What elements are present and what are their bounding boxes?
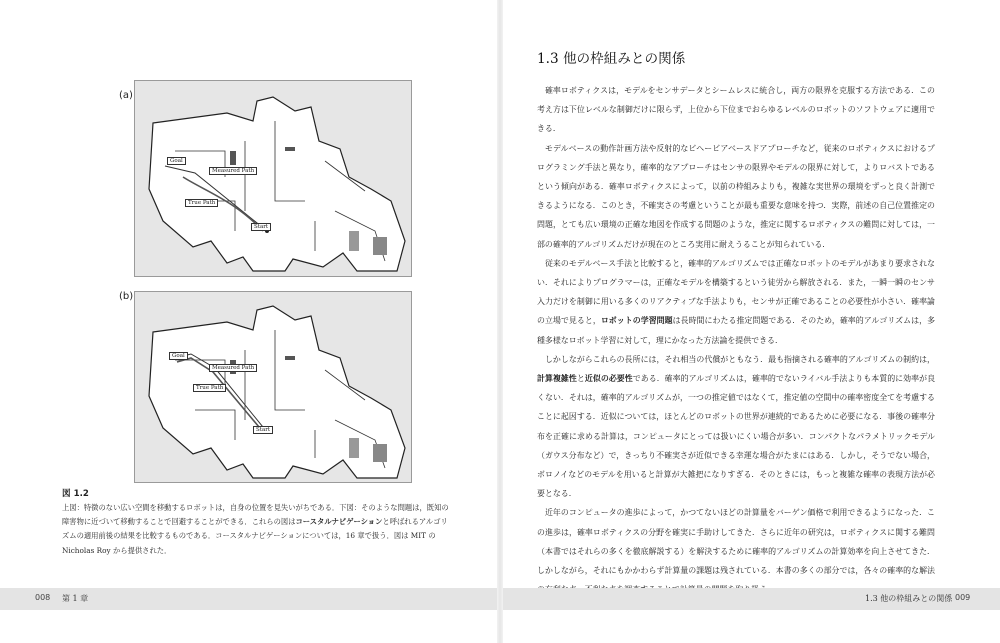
text-span: は長時間にわたる推定問題である．そのため，確率的アルゴリズムは，多種多様なロボット学習に対して，理にかなった方法論を提供できる． xyxy=(537,316,936,345)
right-footer xyxy=(503,588,1000,610)
keyword-approximation: 近似の必要性 xyxy=(584,374,633,384)
true-path-label: True Path xyxy=(185,199,218,207)
section-title: 1.3 他の枠組みとの関係 xyxy=(537,51,686,67)
keyword-robot-learning: ロボットの学習問題 xyxy=(600,316,673,326)
start-label: Start xyxy=(251,223,271,231)
paragraph: 近年のコンピュータの進歩によって，かつてないほどの計算量をバーゲン価格で利用できるようになった．この進歩は，確率ロボティクスの分野を確実に手助けしてきた．さらに近年の研究は，ロボティクスに関する難問（本書ではそれらの多くを徹底解説する）を解決するために確率的アルゴリズムの計算効率を向上させてきた．しかしながら，それにもかかわらず計算量の課題は残されている．本書の多くの部分では，各々の確率的な解法 xyxy=(537,508,935,576)
keyword-complexity: 計算複雑性 xyxy=(537,374,577,384)
occupancy-map-a xyxy=(135,81,411,276)
page-number: 009 xyxy=(955,593,971,602)
paragraph: モデルベースの動作計画方法や反射的なビヘービアベースドアプローチなど，従来のロボティクスにおけるプログラミング手法と異なり，確率的なアプローチはセンサの限界やモデルの限界に対して，よりロバストであるという傾向がある．確率ロボティクスによって，以前の枠組みよりも，複雑な実世界の環境をずっと良く計測できるようになる．このとき，不確実さの考慮ということが最も重要な意味を持つ．実際，前述の自己位置推定の問題，とても広い環境の正確な地図を作成する問題のような，推定に関するロボティクスの難問に対しては，一部の確率的アルゴリズムだけが現在のところ実用に耐えうることが知られている． xyxy=(537,143,935,249)
text-span: しかしながらこれらの長所には，それ相当の代償がともなう．最も指摘される確率的アルゴリズムの制約は， xyxy=(544,354,935,364)
page-number: 008 xyxy=(35,593,51,602)
figure-caption-title: 図 1.2 xyxy=(62,489,89,499)
occupancy-map-b xyxy=(135,292,411,482)
text-span: である．確率的アルゴリズムは，確率的でないライバル手法よりも本質的に効率が良くない．それは，確率的アルゴリズムが，一つの推定値ではなくて，推定値の空間中の確率密度全てを考慮することに起因する．近似については，ほとんどのロボットの世界が連続的であるために必要になる．事後の確率分布を正確に求める計算は，コンピュータにとっては扱いにくい場合が多い．コンパクトなパラメトリックモデル（ガウス分布など）で，きっちり不確実さが近似できる幸運な場合がたまにはある．しかし，そうでない場合，ボロノイなどのモデルを用いると計算が大雑把になりすぎる．そのときには，もっと複雑な確率の表現方法が必要となる． xyxy=(537,374,936,499)
goal-label: Goal xyxy=(169,352,188,360)
left-footer xyxy=(0,588,497,610)
panel-b-label: (b) xyxy=(119,291,134,302)
start-label: Start xyxy=(253,426,273,434)
footer-section-title: 1.3 他の枠組みとの関係 xyxy=(865,594,953,603)
caption-text-part: 上図：特徴のない広い空間を移動するロボットは，自身の位置を見失いがちである．下図：そのような問題は，既知の障害物に近づいて移動することで回避することができる．これらの図は xyxy=(62,503,449,527)
chapter-label: 第 1 章 xyxy=(62,594,89,603)
map-figure-b xyxy=(134,291,412,483)
paragraph: 確率ロボティクスは，モデルをセンサデータとシームレスに統合し，両方の限界を克服する方法である．この考え方は下位レベルな制御だけに限らず，上位から下位までおらゆるレベルのロボットのソフトウェアに適用できる． xyxy=(537,86,935,134)
caption-keyword: コースタルナビゲーション xyxy=(295,517,383,527)
text-span: と xyxy=(576,374,585,384)
paragraph xyxy=(537,254,935,350)
figure-caption xyxy=(62,501,454,558)
body-text xyxy=(537,81,935,599)
measured-path-label: Measured Path xyxy=(209,167,257,175)
true-path-label: True Path xyxy=(193,384,226,392)
measured-path-label: Measured Path xyxy=(209,364,257,372)
map-figure-a xyxy=(134,80,412,277)
caption-text-part: と呼ばれるアルゴリズムの適用前後の結果を比較するものである．コースタルナビゲーションについては，16 章で扱う．図は MIT の Nicholas Roy から提供された． xyxy=(62,517,448,555)
text-span: 従来のモデルベース手法と比較すると，確率的アルゴリズムでは正確なロボットのモデルがあまり要求されない．それによりプログラマーは，正確なモデルを構築するという徒労から解放される．また，一瞬一瞬のセンサ入力だけを制御に用いる多くのリアクティブな手法よりも，センサが正確であることの必要性が小さい．確率論の立場で見ると， xyxy=(537,258,935,326)
paragraph xyxy=(537,350,935,504)
panel-a-label: (a) xyxy=(119,90,133,101)
goal-label: Goal xyxy=(167,157,186,165)
